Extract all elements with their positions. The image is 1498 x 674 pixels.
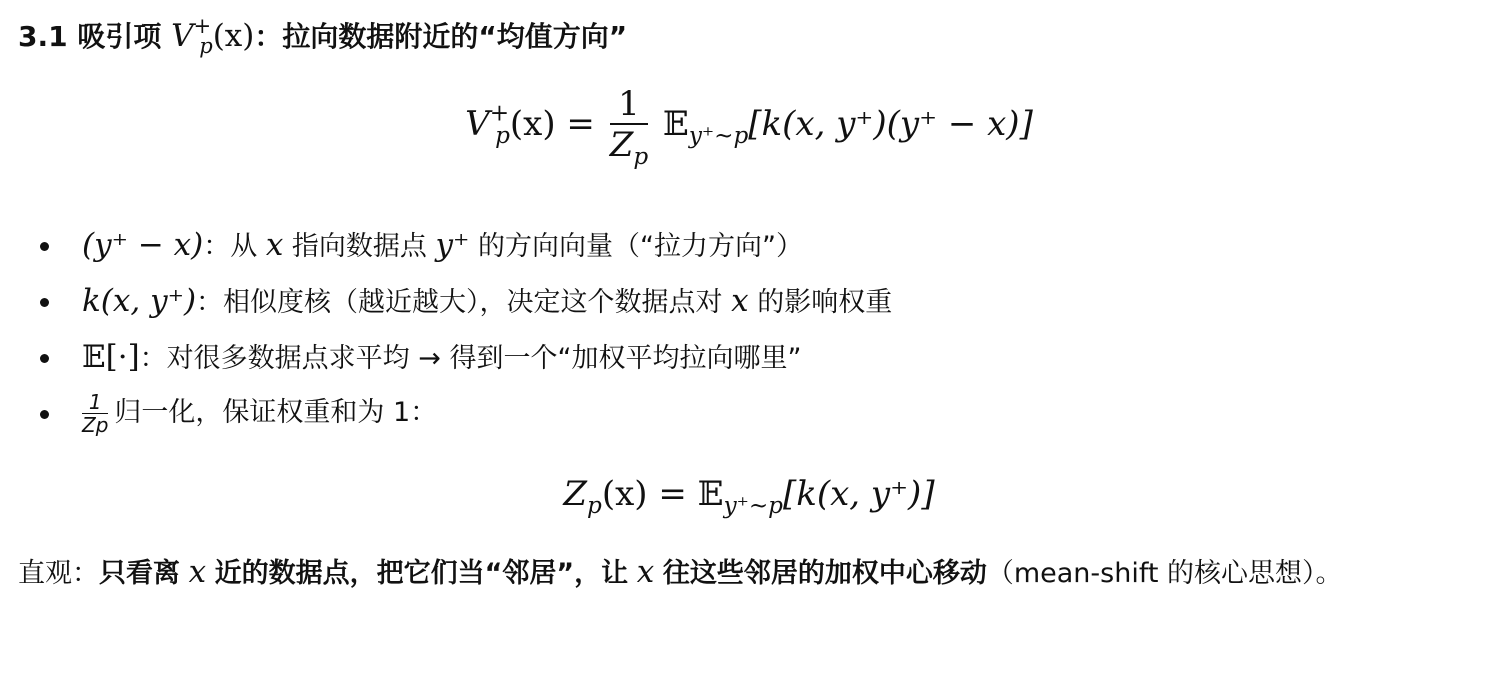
eq2-expectation-sub: y⁺∼p — [723, 493, 783, 520]
heading-symbol — [171, 12, 255, 59]
list-item — [0, 332, 1498, 388]
list-item — [0, 388, 1498, 444]
bullet-dot — [40, 242, 49, 251]
eq1-lhs — [465, 100, 595, 150]
eq1-frac-den-sub: p — [633, 144, 649, 171]
eq1-expectation: 𝔼 — [662, 104, 689, 145]
section-title-prefix: 吸引项 — [77, 20, 162, 53]
bullet-text: ：从 — [203, 231, 258, 262]
definition-list — [0, 220, 1498, 444]
summary-bold: 只看离 — [99, 558, 180, 589]
intuition-paragraph — [18, 544, 1478, 602]
eq1-frac-den-symbol: Z — [609, 125, 634, 166]
summary-math: x — [636, 554, 655, 590]
list-item — [0, 220, 1498, 276]
heading-symbol-sub: p — [199, 33, 213, 59]
bullet-text: 的方向向量（“拉力方向”） — [477, 231, 803, 262]
bullet-math: k(x, y⁺) — [82, 283, 197, 319]
bullet-text: 指向数据点 — [291, 231, 427, 262]
summary-lead: 直观： — [18, 558, 99, 589]
eq1-fraction — [609, 84, 649, 171]
bullet-math-inline: x — [731, 283, 749, 319]
eq2-body: [k(x, y⁺)] — [782, 474, 935, 514]
bullet-math-inline: x — [265, 227, 284, 263]
section-heading — [18, 14, 627, 59]
bullet-dot — [40, 410, 49, 419]
bullet-math-inline: y⁺ — [435, 227, 470, 263]
summary-bold: 近的数据点，把它们当“邻居”，让 — [214, 558, 629, 589]
bullet-math: (y⁺ − x) — [82, 227, 204, 263]
summary-bold: 往这些邻居的加权中心移动 — [662, 558, 987, 589]
eq1-frac-numerator: 1 — [610, 86, 648, 125]
bullet-dot — [40, 298, 49, 307]
summary-tail: （mean-shift 的核心思想）。 — [986, 558, 1343, 589]
bullet-math: 𝔼[·] — [82, 339, 140, 375]
eq1-body: [k(x, y⁺)(y⁺ − x)] — [748, 104, 1033, 145]
bullet-frac-denominator: Zp — [82, 413, 109, 437]
eq2-lhs-arg: (x) = — [601, 474, 687, 514]
list-item — [0, 276, 1498, 332]
bullet-text: 归一化，保证权重和为 1： — [114, 397, 438, 428]
bullet-dot — [40, 354, 49, 363]
eq1-lhs-sub: p — [495, 123, 510, 150]
eq2-lhs-symbol: Z — [563, 474, 588, 514]
bullet-text: ：相似度核（越近越大），决定这个数据点对 — [196, 287, 723, 318]
eq2-lhs-sub: p — [587, 493, 602, 520]
heading-symbol-arg: (x) — [212, 18, 255, 54]
eq1-lhs-sup: + — [489, 100, 510, 127]
section-title-suffix: ：拉向数据附近的“均值方向” — [254, 20, 628, 53]
eq1-frac-denominator — [609, 125, 649, 171]
summary-math: x — [188, 554, 207, 590]
bullet-text: 的影响权重 — [757, 287, 893, 318]
bullet-text: ：对很多数据点求平均 → 得到一个“加权平均拉向哪里” — [139, 343, 802, 374]
heading-symbol-sup: + — [193, 12, 212, 38]
equation-attraction — [0, 84, 1498, 171]
eq2-expectation: 𝔼 — [697, 474, 724, 514]
eq1-lhs-arg: (x) = — [509, 104, 595, 145]
bullet-fraction — [82, 391, 108, 436]
eq1-lhs-symbol: V — [465, 104, 490, 145]
bullet-frac-numerator: 1 — [82, 391, 108, 414]
eq1-expectation-sub: y⁺∼p — [688, 123, 749, 150]
equation-normalizer — [0, 474, 1498, 520]
section-number: 3.1 — [18, 20, 68, 53]
heading-symbol-main: V — [171, 18, 194, 54]
